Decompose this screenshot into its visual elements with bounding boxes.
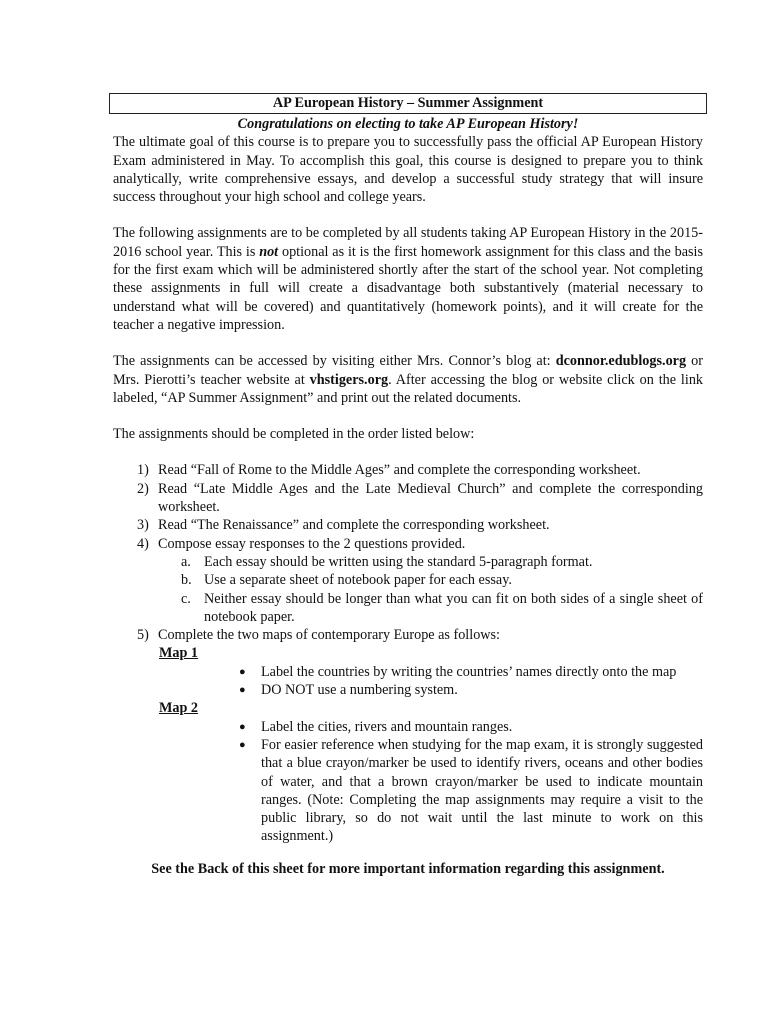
order-intro: The assignments should be completed in the order listed below: <box>113 426 475 443</box>
list-item: 4) Compose essay responses to the 2 questions provided. <box>137 535 466 552</box>
map1-heading: Map 1 <box>159 645 199 662</box>
intro-paragraph: The ultimate goal of this course is to prepare you to successfully pass the official AP European History Exam administered in May. To accomplish this goal, this course is designed to prepare you to think analytically, write comprehensive essays, and develop a successful study strategy that will insure success throughout your high school and college years. <box>113 134 703 206</box>
sub-list-item: a. Each essay should be written using the standard 5-paragraph format. <box>181 553 593 570</box>
sub-list-item: c. Neither essay should be longer than what you can fit on both sides of a single sheet of notebook paper. <box>181 590 703 625</box>
bullet-icon: ● <box>239 665 246 678</box>
bullet-item: ● DO NOT use a numbering system. <box>239 682 458 699</box>
list-item: 5) Complete the two maps of contemporary Europe as follows: <box>137 627 500 644</box>
bullet-item: ● For easier reference when studying for the map exam, it is strongly suggested that a blue crayon/marker be used to identify rivers, oceans and other bodies of water, and that a brown crayon/marker be used to indicate mountain ranges. (Note: Completing the map assignments may require a visit to the public library, so do not wait until the last minute to work on this assignment.) <box>239 736 703 845</box>
requirement-paragraph: The following assignments are to be completed by all students taking AP European History in the 2015-2016 school year. This is not optional as it is the first homework assignment for this class and the basis for the first exam which will be administered shortly after the start of the school year. Not completing these assignments in full will create a disadvantage both substantively (material necessary to understand what will be covered) and quantitatively (homework points), and it will create for the teacher a negative impression. <box>113 225 703 333</box>
document-page <box>113 93 703 878</box>
access-paragraph: The assignments can be accessed by visiting either Mrs. Connor’s blog at: dconnor.edublogs.org or Mrs. Pierotti’s teacher website at vhstigers.org. After accessing the blog or website click on the link labeled, “AP Summer Assignment” and print out the related documents. <box>113 353 704 406</box>
list-item: 2) Read “Late Middle Ages and the Late Medieval Church” and complete the corresponding worksheet. <box>137 480 703 516</box>
bullet-icon: ● <box>239 738 246 751</box>
list-item: 3) Read “The Renaissance” and complete the corresponding worksheet. <box>137 517 550 534</box>
bullet-item: ● Label the cities, rivers and mountain ranges. <box>239 718 513 735</box>
emphasis-not: not <box>259 243 279 260</box>
list-item: 1) Read “Fall of Rome to the Middle Ages” and complete the corresponding worksheet. <box>137 462 641 479</box>
footer-note: See the Back of this sheet for more important information regarding this assignment. <box>151 860 665 877</box>
document-title: AP European History – Summer Assignment <box>109 93 707 114</box>
bullet-item: ● Label the countries by writing the countries’ names directly onto the map <box>239 663 677 680</box>
assignment-list <box>113 461 703 845</box>
map2-heading: Map 2 <box>159 700 199 717</box>
pierotti-website-link: vhstigers.org <box>309 371 389 388</box>
bullet-icon: ● <box>239 720 246 733</box>
sub-list-item: b. Use a separate sheet of notebook paper for each essay. <box>181 572 512 589</box>
connor-blog-link: dconnor.edublogs.org <box>555 353 687 370</box>
bullet-icon: ● <box>239 684 246 697</box>
document-subtitle: Congratulations on electing to take AP European History! <box>237 116 579 132</box>
